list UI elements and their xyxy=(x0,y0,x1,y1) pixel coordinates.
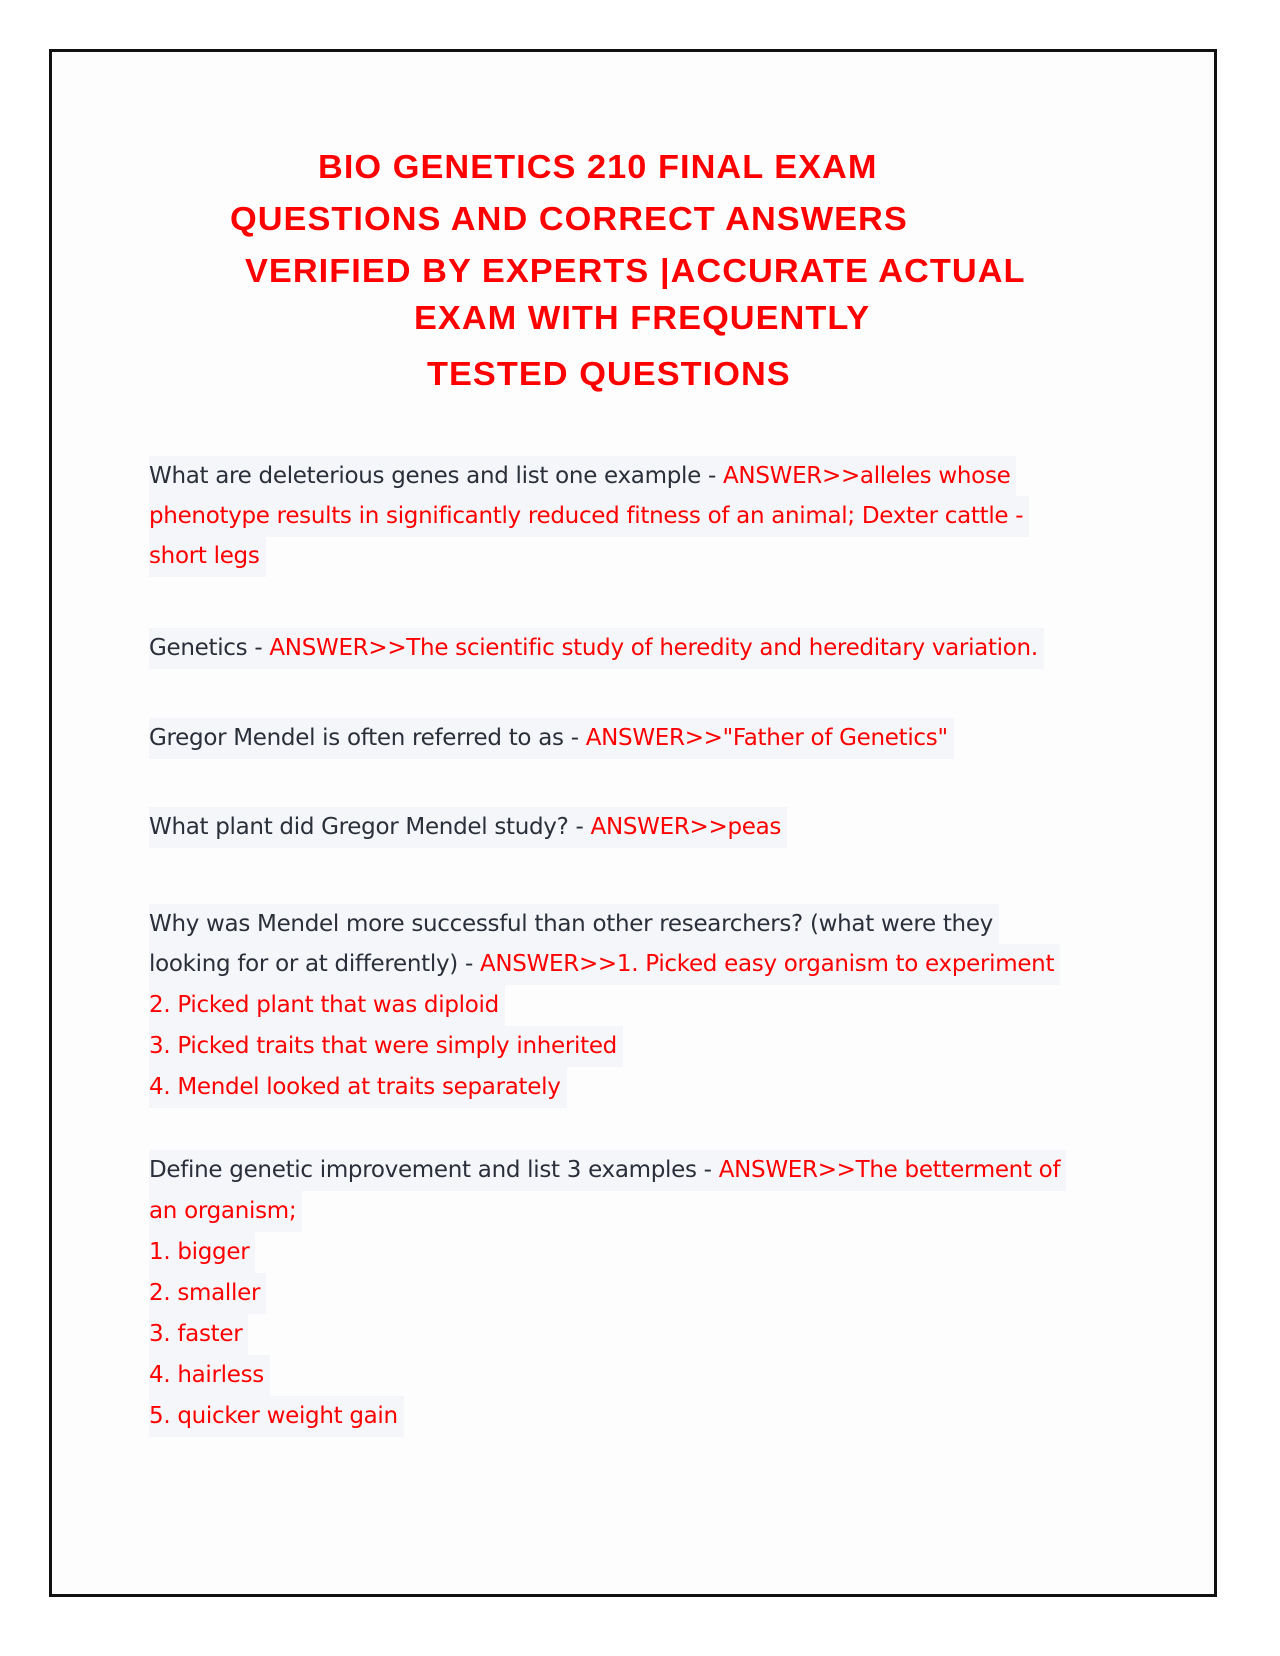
qa-item-3-line-1 xyxy=(149,718,954,759)
document-title-line-4: EXAM WITH FREQUENTLY xyxy=(414,299,871,336)
answer-text: ANSWER>>alleles whose xyxy=(722,463,1011,489)
qa-item-6-line-6 xyxy=(149,1355,270,1396)
document-title-line-1: BIO GENETICS 210 FINAL EXAM xyxy=(318,148,878,185)
answer-text: short legs xyxy=(149,543,260,569)
qa-item-5-line-4 xyxy=(149,1026,623,1067)
answer-text: 4. Mendel looked at traits separately xyxy=(149,1074,561,1100)
qa-item-4-line-1 xyxy=(149,807,787,848)
answer-text: ANSWER>>The betterment of xyxy=(718,1157,1061,1183)
answer-text: ANSWER>>"Father of Genetics" xyxy=(585,725,948,751)
qa-item-6-line-4 xyxy=(149,1273,266,1314)
document-title-line-2: QUESTIONS AND CORRECT ANSWERS xyxy=(230,200,908,237)
answer-text: 3. faster xyxy=(149,1321,243,1347)
question-text: What plant did Gregor Mendel study? - xyxy=(149,814,591,840)
qa-item-6-line-7 xyxy=(149,1396,404,1437)
qa-item-5-line-2 xyxy=(149,944,1060,985)
answer-text: 1. bigger xyxy=(149,1239,250,1265)
answer-text: phenotype results in significantly reduced fitness of an animal; Dexter cattle - xyxy=(149,503,1024,529)
answer-text: 2. Picked plant that was diploid xyxy=(149,992,499,1018)
document-title-line-5: TESTED QUESTIONS xyxy=(427,355,791,392)
question-text: Define genetic improvement and list 3 examples - xyxy=(149,1157,719,1183)
answer-text: 4. hairless xyxy=(149,1362,264,1388)
qa-item-1-line-1 xyxy=(149,456,1016,497)
qa-item-1-line-2 xyxy=(149,496,1029,537)
answer-text: ANSWER>>The scientific study of heredity and hereditary variation. xyxy=(269,635,1038,661)
question-text: Why was Mendel more successful than other researchers? (what were they xyxy=(149,911,993,937)
qa-item-2-line-1 xyxy=(149,628,1044,669)
qa-item-5-line-1 xyxy=(149,904,999,945)
answer-text: 3. Picked traits that were simply inherited xyxy=(149,1033,617,1059)
answer-text: an organism; xyxy=(149,1198,297,1224)
answer-text: ANSWER>>peas xyxy=(590,814,782,840)
document-title-line-3: VERIFIED BY EXPERTS |ACCURATE ACTUAL xyxy=(245,252,1026,289)
answer-text: 5. quicker weight gain xyxy=(149,1403,398,1429)
qa-item-6-line-3 xyxy=(149,1232,255,1273)
qa-item-5-line-3 xyxy=(149,985,505,1026)
answer-text: 2. smaller xyxy=(149,1280,261,1306)
question-text: Genetics - xyxy=(149,635,270,661)
qa-item-5-line-5 xyxy=(149,1067,567,1108)
question-text: What are deleterious genes and list one example - xyxy=(149,463,723,489)
question-text: looking for or at differently) - xyxy=(149,951,480,977)
qa-item-6-line-1 xyxy=(149,1150,1066,1191)
qa-item-1-line-3 xyxy=(149,536,266,577)
answer-text: ANSWER>>1. Picked easy organism to experiment xyxy=(479,951,1055,977)
qa-item-6-line-5 xyxy=(149,1314,248,1355)
question-text: Gregor Mendel is often referred to as - xyxy=(149,725,586,751)
qa-item-6-line-2 xyxy=(149,1191,302,1232)
